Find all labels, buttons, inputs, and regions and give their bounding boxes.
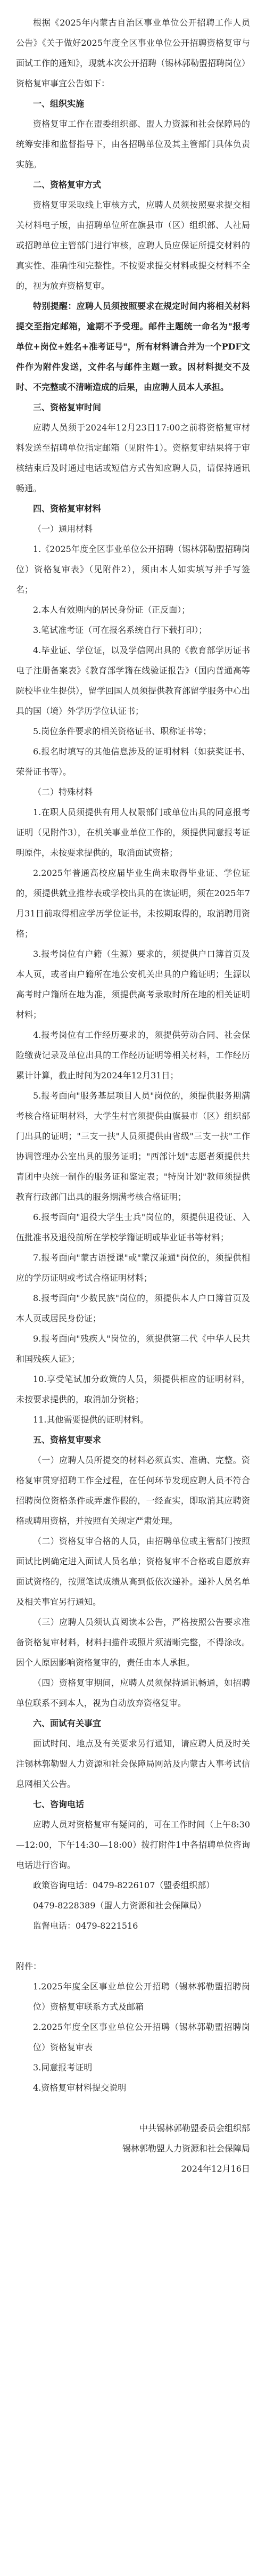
body-paragraph: 0479-8228389（盟人力资源和社会保障局）: [33, 1900, 206, 1911]
section-heading: 二、资格复审方式: [33, 180, 102, 190]
body-paragraph: 6.报名时填写的其他信息涉及的证明材料（如获奖证书、荣誉证书等）。: [16, 746, 250, 777]
body-paragraph: 1.在职人员须提供有用人权限部门或单位出具的同意报考证明（见附件3），在机关事业单位工作的，须提供同意报考证明原件，未按要求提供的，取消面试资格；: [16, 807, 250, 858]
body-paragraph: 2.2025年普通高校应届毕业生尚未取得毕业证、学位证的，须提供就业推荐表或学校出具的在读证明，须在2025年7月31日前取得相应学历学位证书，未按期取得的，取消聘用资格；: [16, 868, 250, 939]
body-paragraph: 4.报考岗位有工作经历要求的，须提供劳动合同、社会保险缴费记录及单位出具的工作经历证明等相关材料，工作经历累计计算，截止时间为2024年12月31日；: [16, 1030, 250, 1080]
body-paragraph: 4.毕业证、学位证，以及学信网出具的《教育部学历证书电子注册备案表》《教育部学籍在线验证报告》（国内普通高等院校毕业生提供），留学回国人员须提供教育部留学服务中心出具的国（境）外学历学位认证书；: [16, 645, 251, 716]
body-paragraph: 3.报考岗位有户籍（生源）要求的，须提供户口簿首页及本人页，或者由户籍所在地公安机关出具的户籍证明；生源以高考时户籍所在地为准，须提供高考录取时所在地的相关证明材料；: [16, 949, 250, 1020]
attachments-title: 附件：: [16, 1961, 42, 1971]
signature-org-1: 中共锡林郭勒盟委员会组织部: [139, 2123, 250, 2133]
signature-block: [16, 2118, 250, 2179]
attachment-item: 1.2025年度全区事业单位公开招聘（锡林郭勒盟招聘岗位）资格复审联系方式及邮箱: [33, 1981, 250, 2012]
spacer: [16, 2098, 250, 2118]
body-paragraph: 8.报考面向"少数民族"岗位的，须提供本人户口簿首页及本人页或居民身份证；: [16, 1293, 250, 1323]
body-paragraph: 应聘人员对资格复审有疑问的，可在工作时间（上午8:30—12:00，下午14:30—18:00）拨打附件1中各招聘单位咨询电话进行咨询。: [16, 1819, 250, 1870]
section-heading: 三、资格复审时间: [33, 402, 102, 412]
body-paragraph: （二）特殊材料: [33, 787, 93, 797]
body-paragraph: 应聘人员须于2024年12月23日17:00之前将资格复审材料发送至招聘单位指定邮箱（见附件1）。资格复审结果将于审核结束后及时通过电话或短信方式告知应聘人员，请保持通讯畅通。: [16, 422, 250, 493]
section-heading: 七、咨询电话: [33, 1799, 85, 1809]
signature-date: 2024年12月16日: [181, 2164, 250, 2174]
body-paragraph: 资格复审采取线上审核方式，应聘人员须按照要求提交相关材料电子版，由招聘单位所在旗县市（区）组织部、人社局或招聘单位主管部门进行审核，应聘人员应保证所提交材料的真实性、准确性和完整性。不按要求提交材料或提交材料不全的，视为放弃资格复审。: [16, 200, 250, 291]
body-paragraph: 资格复审工作在盟委组织部、盟人力资源和社会保障局的统筹安排和监督指导下，由各招聘单位及其主管部门具体负责实施。: [16, 119, 250, 169]
emphasis-paragraph: 特别提醒：应聘人员须按照要求在规定时间内将相关材料提交至指定邮箱，逾期不予受理。邮件主题统一命名为"报考单位+岗位+姓名+准考证号"，所有材料请合并为一个PDF文件作为附件发送，文件名与邮件主题一致。因材料提交不及时、不完整或不清晰造成的后果，由应聘人员本人承担。: [16, 301, 250, 392]
section-heading: 四、资格复审材料: [33, 503, 102, 514]
body-paragraph: 11.其他需要提供的证明材料。: [33, 1415, 149, 1425]
body-paragraph: （二）资格复审合格的人员，由招聘单位或主管部门按照面试比例确定进入面试人员名单；资格复审不合格或自愿放弃面试资格的，按照笔试成绩从高到低依次递补。递补人员名单及相关事宜另行通知。: [16, 1536, 250, 1607]
body-paragraph: 10.享受笔试加分政策的人员，须提供相应的证明材料，未按要求提供的，取消加分资格；: [16, 1374, 250, 1404]
body-paragraph: 监督电话：0479-8221516: [33, 1921, 138, 1931]
body-paragraph: 政策咨询电话：0479-8226107（盟委组织部）: [33, 1880, 215, 1890]
section-heading: 五、资格复审要求: [33, 1435, 102, 1445]
body-paragraph: 6.报考面向"退役大学生士兵"岗位的，须提供退役证、入伍批准书及退役前所在学校学籍证明或毕业证书等材料；: [16, 1212, 250, 1242]
spacer: [16, 1936, 250, 1956]
body-paragraph: 5.岗位条件要求的相关资格证书、职称证书等；: [33, 726, 212, 736]
body-paragraph: （四）资格复审期间，应聘人员须保持通讯畅通，如招聘单位联系不到本人，视为自动放弃资格复审。: [16, 1678, 250, 1708]
body-paragraph: 5.报考面向"服务基层项目人员"岗位的，须提供服务期满考核合格证明材料，大学生村官须提供由旗县市（区）组织部门出具的证明；"三支一扶"人员须提供由省级"三支一扶"工作协调管理办公室出具的服务证明；"西部计划"志愿者须提供共青团中央统一制作的服务证和鉴定表；"特岗计划"教师须提供教育行政部门出具的服务期满考核合格证明；: [16, 1091, 250, 1202]
body-paragraph: （一）应聘人员所提交的材料必须真实、准确、完整。资格复审贯穿招聘工作全过程，在任何环节发现应聘人员不符合招聘岗位资格条件或弄虚作假的，一经查实，即取消其应聘资格或聘用资格，并按照有关规定严肃处理。: [16, 1455, 250, 1526]
attachment-item: 4.资格复审材料提交说明: [33, 2083, 127, 2093]
body-paragraph: 面试时间、地点及有关要求另行通知，请应聘人员及时关注锡林郭勒盟人力资源和社会保障局网站及内蒙古人事考试信息网相关公告。: [16, 1738, 250, 1789]
body-paragraph: 7.报考面向"蒙古语授课"或"蒙汉兼通"岗位的，须提供相应的学历证明或考试合格证明材料；: [16, 1253, 250, 1283]
body-paragraph: （一）通用材料: [33, 524, 93, 534]
body-paragraph: 9.报考面向"残疾人"岗位的，须提供第二代《中华人民共和国残疾人证》；: [16, 1334, 250, 1364]
attachment-item: 2.2025年度全区事业单位公开招聘（锡林郭勒盟招聘岗位）资格复审表: [33, 2022, 250, 2052]
body-paragraph: 3.笔试准考证（可在报名系统自行下载打印）；: [33, 625, 207, 635]
body-paragraph: 2.本人有效期内的居民身份证（正反面）；: [33, 605, 190, 615]
signature-org-2: 锡林郭勒盟人力资源和社会保障局: [122, 2143, 250, 2154]
attachment-item: 3.同意报考证明: [33, 2062, 93, 2073]
body-paragraph: 1.《2025年度全区事业单位公开招聘（锡林郭勒盟招聘岗位）资格复审表》（见附件2），须由本人如实填写并手写签名；: [16, 544, 250, 595]
document-body: [16, 13, 250, 1936]
body-paragraph: （三）应聘人员须认真阅读本公告，严格按照公告要求准备资格复审材料，材料扫描件或照片须清晰完整，不得涂改。因个人原因影响资格复审的，责任由本人承担。: [16, 1617, 250, 1668]
section-heading: 一、组织实施: [33, 99, 85, 109]
attachments-list: [16, 1977, 250, 2098]
body-paragraph: 根据《2025年内蒙古自治区事业单位公开招聘工作人员公告》《关于做好2025年度全区事业单位公开招聘资格复审与面试工作的通知》，现就本次公开招聘（锡林郭勒盟招聘岗位）资格复审事宜公告如下：: [16, 18, 251, 88]
section-heading: 六、面试有关事宜: [33, 1718, 102, 1728]
